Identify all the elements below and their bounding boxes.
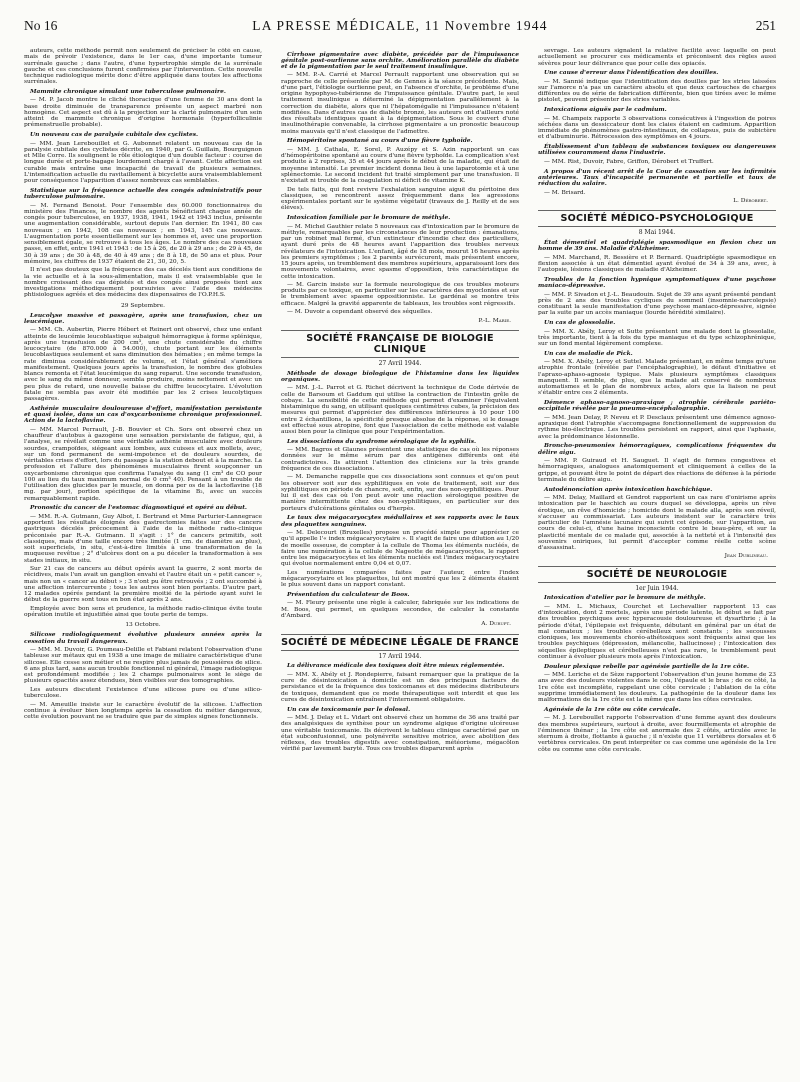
body-paragraph: — MM. P. Sivadon et J.-L. Beaudouin. Sujet de 39 ans ayant présenté pendant près de 2 ans des troubles cycliques du sommeil (insomnie-narcolepsie) constituant la seule manifestation d'une psychose maniaco-dépressive, signée par la suite par un accès maniaque (lourde hérédité similaire). (538, 291, 776, 317)
body-paragraph: — M. J. Lereboullet rapporte l'observation d'une femme ayant des douleurs des membres supérieurs, surtout à droite, avec fourmillements et atrophie de l'éminence thénar ; la 1re côte est anormale des 2 côtés, articulée avec le sternum à droite, flottante à gauche ; il n'existe que 11 vertèbres dorsales et 6 vertèbres cervicales. On peut interpréter ce cas comme une agénésie de la 1re côte ou comme une côte cervicale. (538, 715, 776, 753)
communication-title: Démence aphaso-agnoso-apraxique ; atrophie cérébrale pariéto-occipitale révélée par la pneumo-encéphalographie. (538, 399, 776, 413)
body-paragraph: Les numérations comparées faites par l'auteur, entre l'index mégacaryocytaire et les plaquettes, lui ont montré que les 2 éléments étaient le plus souvent dans un rapport constant. (281, 569, 519, 589)
body-paragraph: — M. Demanche rappelle que ces dissociations sont connues et qu'on peut les observer soit sur des syphilitiques en voie de traitement, soit sur des syphilitiques en période de chancre, soit, enfin, sur des non-syphilitiques. Pour lui il est des cas où l'on peut avoir une réaction sérologique positive de manière intermittente chez des non-syphilitiques, en particulier sur des porteurs d'ulcérations génitales ou d'herpès. (281, 474, 519, 512)
society-title: SOCIÉTÉ FRANÇAISE DE BIOLOGIE CLINIQUE (281, 330, 519, 358)
body-paragraph: — M. Brisard. (544, 189, 586, 196)
page-number-right: 251 (755, 18, 776, 33)
body-paragraph: — MM. X. Abély, Leroy et Suttel. Malade présentant, en même temps qu'une atrophie frontale (révélée par l'encéphalographie), le défaut d'initiative et l'apraxo-aphaso-agnosie typique. Mais plusieurs symptômes classiques manquent. Il semble, de plus, que la malade ait conservé de nombreux automatismes et le plan de nombreux actes, alors que la liaison ne peut s'établir entre ces 2 éléments. (538, 359, 776, 397)
society-section-header (538, 210, 776, 236)
communication-title: Un cas de maladie de Pick. (544, 349, 633, 357)
body-paragraph: auteurs, cette méthode permit non seulement de préciser le côté en cause, mais de prévoir l'existence, dans le 1er cas, d'une importante tumeur surrénale gauche ; dans l'autre, d'une hypertrophie simple de la surrénale gauche et ces conclusions furent confirmées par l'intervention. Cette nouvelle technique radiologique mérite donc d'être appliquée dans toutes les affections surrénales. (24, 48, 262, 86)
communication-title: Leucolyse massive et passagère, après une transfusion, chez un leucémique. (24, 311, 262, 325)
communication-title: Cirrhose pigmentaire avec diabète, précédée par de l'impuissance génitale post-ourlienne sans orchite. Amélioration parallèle du diabète et de la pigmentation par le seul traitement insulinique. (281, 50, 519, 70)
communication-title: Intoxication d'atelier par le bromure de méthyle. (544, 594, 706, 602)
body-paragraph: — MM. X. Abély et J. Rondepierre, faisant remarquer que la pratique de la cure de désintoxication à domicile est un des principaux facteurs de persistance et de la fréquence des toxicomanes et des médecins distributeurs de toxiques, demandent que ce mode thérapeutique soit interdit et que les cures de désintoxication entraînent l'internement obligatoire. (281, 671, 519, 703)
body-paragraph: Sur 21 cas de cancers au début opérés avant la guerre, 2 sont morts de récidives, mais l'un avait un ganglion envahi et l'autre était un « petit cancer », mais non un « cancer au début » ; 3 n'ont pu être retrouvés ; 2 ont succombé à une affection intercurrente ; tous les autres sont bien portants. D'autre part, 12 malades opérés pendant la première moitié de la période ayant suivi le début de la guerre sont tous en bon état après 2 ans. (24, 566, 262, 604)
communication-title: Hémopéritoine spontané au cours d'une fièvre typhoïde. (287, 137, 473, 145)
body-paragraph: — MM. Delay, Maillard et Gendrot rapportent un cas rare d'onirisme après intoxication par le haschich au cours duquel se développa, après un rêve érotique, un rêve d'homicide ; homicide dont le malade alla, après son réveil, s'accuser au commissariat. Les auteurs insistent sur le caractère très particulier de l'amnésie lacunaire qui suivit cet épisode, sur l'apparition, au cours de celui-ci, d'une haine inconsciente contre le beau-père, et sur la plasticité mentale de ce malade qui, associée à la netteté et à l'intensité des souvenirs oniriques, lui permit d'accepter comme réelle cette scène d'assassinat. (538, 495, 776, 551)
body-paragraph: Employée avec bon sens et prudence, la méthode radio-clinique évite toute opération inutile et injustifiée ainsi que toute perte de temps. (24, 605, 262, 618)
body-paragraph: — MM. R.-A. Gutmann, Guy Albot, I. Bertrand et Mme Parturier-Lannegrace apportent les résultats éloignés des gastrectomies faites sur des cancers gastriques décelés précocement à l'aide de la méthode radio-clinique préconisée par R.-A. Gutmann. Il s'agit : 1° de cancers primitifs, soit classiques, mais d'une taille encore très limitée (1 cm. de diamètre au plus), soit superficiels, in situ, c'est-à-dire limités à une transformation de la muqueuse revêtue ; 2° d'ulcères dont on a pu déceler la transformation à ses stades initiaux, in situ. (24, 513, 262, 564)
session-date: 27 Avril 1944. (378, 359, 422, 367)
body-paragraph: — MM. J.-L. Parrot et G. Richet décrivent la technique de Code dérivée de celle de Barsoum et Gaddum qui utilise la contraction de l'intestin grêle de cobaye. La sensibilité de cette méthode qui permet d'examiner l'équivalent histaminique du sang, en utilisant quelques centimètres cubes, la précision des mesures qui permet d'apprécier des différences inférieures à 10 pour 100 entre 2 échantillons, la spécificité presque absolue de la réponse, si le dosage est effectué sous atropine, font que l'association de cette méthode est valable aussi bien pour la clinique que pour l'expérimentation. (281, 385, 519, 435)
session-date: 17 Avril 1944. (378, 652, 422, 660)
communication-title: Troubles de la fonction hypnique symptomatiques d'une psychose maniaco-dépressive. (538, 275, 776, 290)
body-paragraph: — MM. L. Michaux, Courchet et Lechevallier rapportent 13 cas d'intoxication, dont 2 mortels, après une période latente, le début se fait par des troubles psychiques avec hyperacousie douloureuse et dysarthrie ; à la période d'état, l'épilepsie est fréquente, débutant en général par un état de mal comateux ; les troubles cérébelleux sont constants ; les secousses cloniques, les mouvements choréo-athétosiques sont fréquents ainsi que les troubles psychiques (dépression, mélancolie, hallucinose) ; l'intoxication des séquelles épileptiques et cérébelleuses n'est pas rare, le tremblement peut continuer à évoluer plusieurs mois après l'intoxication. (538, 603, 776, 660)
communication-title: Intoxication familiale par le bromure de méthyle. (287, 214, 451, 222)
communication-title: Présentation du calculateur de Boos. (287, 591, 410, 598)
author-signature: A. Durupt. (481, 621, 511, 628)
body-paragraph: — MM. P.-A. Carrié et Marcel Perrault rapportent une observation qui se rapproche de celle présentée par M. de Gennes à la séance précédente. Mais, d'une part, l'étiologie ourlienne peut, en l'absence d'orchite, le problème d'une origine hypophyso-tubérienne de l'impuissance génitale. D'autre part, le seul traitement insulinique a déterminé la dépigmentation parallèlement à la correction du diabète, alors que ni l'hépatomégalie ni l'impuissance n'étaient modifiées. Dans d'autres cas de diabète bronzé, les auteurs ont d'ailleurs noté des résultats identiques quant à la dépigmentation. Sous le couvert d'une insulinothérapie convenable, la cirrhose pigmentaire a un pronostic beaucoup moins mauvais qu'il n'est classique de l'admettre. (281, 72, 519, 135)
body-paragraph: — M. Sannié indique que l'identification des douilles par les stries laissées sur l'amorce n'a pas un caractère absolu et que deux cartouches de charges différentes ou de série de fabrication différente, bien que tirées avec le même pistolet, peuvent présenter des stries variables. (538, 78, 776, 104)
body-paragraph: — MM. Leriche et de Sèze rapportent l'observation d'un jeune homme de 23 ans avec des douleurs violentes dans le cou, l'épaule et le bras ; de ce côté, la 1re côte est incomplète, rappelant une côte cervicale ; l'ablation de la côte supprime immédiatement les douleurs. La pathogénie de la douleur dans les malformations de la 1re côte est la même que dans les côtes cervicales. (538, 672, 776, 704)
body-paragraph: — M. P. Jacob montre le cliché thoracique d'une femme de 30 ans dont la base droite diminuée de transparence présente un aspect marbré non homogène. Cet aspect est dû à la projection sur la clarté pulmonaire d'un sein atteint de mammite chronique d'origine hormonale (hyperfolliculinie prémenstruelle probable). (24, 97, 262, 129)
body-paragraph: — M. Ameuille insiste sur le caractère évolutif de la silicose. L'affection continue à évoluer bien longtemps après la cessation du métier dangereux, cette évolution pouvant ne se traduire que par de simples signes fonctionnels. (24, 701, 262, 720)
communication-title: La délivrance médicale des toxiques doit être mieux réglementée. (287, 662, 505, 670)
communication-title: Asthénie musculaire douloureuse d'effort, manifestation persistante et quasi isolée, dans un cas d'oxycarbonisme chronique professionnel. Action de la lactoflavine. (24, 404, 262, 425)
communication-title: Un nouveau cas de paralysie cubitale des cyclistes. (30, 131, 199, 139)
body-paragraph: sevrage. Les auteurs signalent la relative facilité avec laquelle on peut actuellement se procurer ces médicaments et préconisent des règles aussi sévères pour leur délivrance que pour celle des opiacés. (538, 48, 776, 67)
communication-title: Silicose radiologiquement évolutive plusieurs années après la cessation du travail dangereux. (24, 631, 262, 645)
body-paragraph: — MM. X. Abély, Leroy et Sutte présentent une malade dont la glossolalie, très importante, tient à la fois du type maniaque et du type schizophrénique, sur un fond mental légèrement complexe. (538, 328, 776, 347)
society-section-header (538, 566, 776, 592)
session-date: 13 Octobre. (125, 622, 161, 629)
body-paragraph: — MM. Rist, Duvoir, Fabre, Griffon, Dérobert et Truffert. (544, 158, 714, 165)
article-columns (24, 48, 776, 1074)
communication-title: État démentiel et quadriplégie spasmodique en flexion chez un homme de 39 ans. Maladie d'Alzheimer. (538, 238, 776, 253)
body-paragraph: — MM. Marcel Perrault, J.-B. Bouvier et Ch. Sors ont observé chez un chauffeur d'autobus à gazogène une sensation persistante de fatigue, qui, à l'analyse, se révélait comme une véritable asthénie musculaire avec douleurs sourdes, crampoïdes, siégeant aux lombes, aux cuisses et aux mollets, avec, sur un fond permanent de semi-impotence et de douleurs sourdes, de véritables crises d'effort, lors du passage à la station debout et à la marche. La profession et l'allure des phénomènes musculaires firent soupçonner un oxycarbonisme chronique que confirma l'analyse du sang (1 cm³ de CO pour 100 au lieu du taux maximum normal de 0 cm³ 40). Pensant à un trouble de l'utilisation des glucides par le muscle, on donna per os de la lactoflavine (18 mg. par jour), portion spécifique de la vitamine B₂, avec un succès remarquablement rapide. (24, 426, 262, 502)
body-paragraph: Il n'est pas douteux que la fréquence des cas décelés tient aux conditions de la vie actuelle et à la sous-alimentation, mais il est vraisemblable que le nombre croissant des cas dépistés et des congés ainsi proposés tient aux investigations méthodiquement poursuivies avec l'aide des médecins phtisiologues agréés et des médecins des dispensaires de l'O.P.H.S. (24, 267, 262, 299)
body-paragraph: — M. Garcin insiste sur la formule neurologique de ces troubles moteurs produits par ce toxique, en particulier sur les caractères des myoclonies et sur le tremblement avec spasme oppositionniste. Le gardénal se montre très efficace. Malgré la gravité apparente de tableaux, les troubles sont régressifs. (281, 281, 519, 307)
journal-title: LA PRESSE MÉDICALE, 11 Novembre 1944 (252, 18, 548, 33)
body-paragraph: — MM. Marchand, R. Bessière et P. Bernard. Quadriplégie spasmodique en flexion associée à un état démentiel ayant évolué de 34 à 39 ans, avec, à l'autopsie, lésions classiques de maladie d'Alzheimer. (538, 254, 776, 274)
communication-title: Un cas de glossolalie. (544, 319, 616, 327)
author-signature: L. Dérobert. (733, 197, 768, 204)
society-title: SOCIÉTÉ MÉDICO-PSYCHOLOGIQUE (538, 210, 776, 227)
society-section-header (281, 330, 519, 367)
body-paragraph: — MM. Bagros et Glaunes présentent une statistique de cas où les réponses données sur le même sérum par des antigènes différents ont été contradictoires. Ils attirent l'attention des cliniciens sur la très grande fréquence de ces dissociations. (281, 447, 519, 472)
communication-title: Autodénonciation après intoxication haschichique. (544, 485, 713, 493)
body-paragraph: — M. Delecourt (Bruxelles) propose un procédé simple pour apprécier ce qu'il appelle l'« index mégacaryocytaire ». Il s'agit de faire une dilution au 1/20 de moelle osseuse, de compter à la cellule de Thoma les éléments nucléés, de faire une numération à la cellule de Nageotte de mégacaryocytes, le rapport entre les mégacaryocytes et les éléments nucléés est l'index mégacaryocytaire qui évolue normalement entre 0,04 et 0,07. (281, 530, 519, 568)
communication-title: Mammite chronique simulant une tuberculose pulmonaire. (30, 88, 226, 95)
communication-title: A propos d'un récent arrêt de la Cour de cassation sur les infirmités antérieures. Taux d'incapacité permanente et partielle et taux de réduction du salaire. (538, 167, 776, 188)
author-signature: P.-L. Marie. (478, 317, 511, 324)
body-paragraph: — M. Duvoir a cependant observé des séquelles. (287, 309, 433, 316)
column-left (24, 48, 262, 1074)
column-right (538, 48, 776, 1074)
body-paragraph: — M. Fleury présente une règle à calculer, fabriquée sur les indications de M. Boos, qui permet, en quelques secondes, de calculer la constante d'Ambard. (281, 600, 519, 619)
session-date: 8 Mai 1944. (638, 229, 676, 237)
communication-title: Le taux des mégacaryocytes médullaires et ses rapports avec le taux des plaquettes sanguines. (281, 514, 519, 528)
communication-title: Broncho-pneumonies hémorragiques, complications fréquentes du délire aigu. (538, 442, 776, 456)
body-paragraph: — M. Fernand Benoist. Pour l'ensemble des 60.000 fonctionnaires du ministère des Finances, le nombre des agents bénéficiant chaque année de congés pour tuberculose, en 1937, 1938, 1941, 1942 et 1943 inclus, présente une augmentation considérable, surtout depuis l'an dernier. En 1941, 80 cas nouveaux ; en 1942, 108 cas nouveaux ; en 1943, 145 cas nouveaux. L'augmentation porte essentiellement sur les hommes et, avec une proportion sensiblement égale, se retrouve à tous les âges. Le nombre des cas nouveaux passe, en effet, entre 1941 et 1943 : de 15 à 26, de 20 à 29 ans ; de 29 à 45, de 30 à 39 ans ; de 30 à 48, de 40 à 49 ans ; de 8 à 18, de 50 ans et plus. Pour mémoire, les chiffres de 1937 étaient de 21, 30, 20, 5. (24, 202, 262, 265)
body-paragraph: Les auteurs discutent l'existence d'une silicose pure ou d'une silico-tuberculose. (24, 686, 262, 700)
page-number-left: No 16 (24, 18, 58, 33)
body-paragraph: — MM. Ch. Aubertin, Pierre Hébert et Reinert ont observé, chez une enfant atteinte de leucémie leucoblastique subaiguë hémorragique à forme splénique, après une transfusion de 200 cm³, une chute considérable du chiffre leucocytaire (de 870.000 à 54.000), chute portant sur les éléments leucoblastiques seulement et sans diminution des hématies ; en même temps la rate diminua considérablement de volume, et l'état général s'améliora manifestement. Quelques jours après la transfusion, le nombre des globules blancs remonta et l'état leucémique du sang reparut. Une seconde transfusion, avec le sang du même donneur, sembla produire, moins nettement et avec un peu plus de retard, une nouvelle baisse du chiffre leucocytaire. L'évolution fatale ne sembla pas avoir été modifiée par les 2 crises leucolytiques passagères. (24, 327, 262, 403)
author-signature: Jean Dublineau. (724, 553, 768, 560)
body-paragraph: — M. Champeix rapporte 3 observations consécutives à l'ingestion de poires séchées dans un dessiccateur dont les claies étaient en cadmium. Apparition immédiate de phénomènes gastro-intestinaux, de collapsus, puis de subictère et d'albuminurie. Rétrocession des symptômes en 4 jours. (538, 115, 776, 141)
column-middle (281, 48, 519, 1074)
body-paragraph: — MM. J. Cathala, E. Sorel, P. Auzépy et S. Azin rapportent un cas d'hémopéritoine spontané au cours d'une fièvre typhoïde. La complication s'est produite à 2 reprises, 35 et 44 jours après le début de la maladie, qui était de moyenne intensité. Le premier incident donna lieu à une laparotomie et à une splénectomie. Le second incident fut traité simplement par une transfusion. Il n'existait ni trouble de la coagulation ni déficit de vitamine K. (281, 146, 519, 185)
body-paragraph: De tels faits, qui font revivre l'exhalation sanguine aiguë du péritoine des classiques, se rencontrent assez fréquemment dans les agressions expérimentales portant sur le système végétatif (travaux de J. Reilly et de ses élèves). (281, 186, 519, 212)
body-paragraph: — MM. P. Guiraud et H. Sauguet. Il s'agit de formes congestives et hémorragiques, analogues anatomiquement et cliniquement à celles de la grippe, et pouvant être le point de départ des réactions de défense à la période terminale du délire aigu. (538, 458, 776, 483)
body-paragraph: — MM. Jean Lerebouillet et G. Aubonnet relatent un nouveau cas de la paralysie cubitale des cyclistes décrite, en 1940, par G. Guillain, Bourguignon et Mlle Corre. Ils soulignent le rôle étiologique d'un double facteur : course de longue durée et porte-bagage lourdement chargé à l'avant. Cette affection est curable mais entraîne une incapacité de travail de plusieurs semaines. L'intensification actuelle du ravitaillement à bicyclette aura vraisemblablement pour conséquence l'apparition d'assez nombreux cas semblables. (24, 140, 262, 185)
communication-title: Les dissociations du syndrome sérologique de la syphilis. (287, 437, 477, 445)
communication-title: Pronostic du cancer de l'estomac diagnostiqué et opéré au début. (30, 504, 247, 512)
communication-title: Intoxications aiguës par le cadmium. (544, 106, 667, 114)
communication-title: Établissement d'un tableau de substances toxiques ou dangereuses utilisées couramment dans l'industrie. (538, 143, 776, 157)
society-title: SOCIÉTÉ DE MÉDECINE LÉGALE DE FRANCE (281, 634, 519, 651)
body-paragraph: — M. Michel Gauthier relate 5 nouveaux cas d'intoxication par le bromure de méthyle, remarquables par les circonstances de leur production : émanations, par un robinet mal fermé, d'un extincteur d'incendie chez des particuliers, ayant duré près de 48 heures avant l'apparition des troubles nerveux révélateurs de l'intoxication. L'enfant, âgé de 18 mois, mourut 16 heures après les premiers symptômes ; les 2 parents survécurent, mais présentent encore, 15 jours après, un tremblement des membres supérieurs, apparaissant lors des mouvements volontaires, avec spasme d'opposition, très caractéristique de cette intoxication. (281, 223, 519, 280)
communication-title: Un cas de toxicomanie par le dolosal. (287, 705, 411, 713)
communication-title: Statistique sur la fréquence actuelle des congés administratifs pour tuberculose pulmonaire. (24, 186, 262, 201)
body-paragraph: — MM. J. Delay et L. Vidart ont observé chez un homme de 36 ans traité par des analgésiques de synthèse pour un syndrome algique d'origine ulcéreuse une véritable toxicomanie. Ils décrivent le tableau clinique caractérisé par un état subconfusionnel, une polynévrite sensitive motrice, avec abolition des réflexes, des troubles digestifs avec constipation, météorisme, mégacôlon vérifié par lavement baryté. Tous ces troubles disparurent après (281, 715, 519, 753)
communication-title: Douleur plexique rebelle par agénésie partielle de la 1re côte. (544, 662, 750, 670)
communication-title: Méthode de dosage biologique de l'histamine dans les liquides organiques. (281, 369, 519, 383)
session-date: 1er Juin 1944. (635, 584, 679, 592)
session-date: 29 Septembre. (120, 302, 166, 309)
page-header (24, 18, 776, 40)
body-paragraph: — MM. Jean Delay, P. Neveu et P. Desclaux présentent une démence agnoso-apraxique dont l'atrophie s'accompagne fonctionnellement de suppression du rythme bio-électrique. Les troubles persistent en rapport, ainsi que l'aphasie, avec la prédominance lésionnelle. (538, 414, 776, 440)
communication-title: Agénésie de la 1re côte ou côte cervicale. (544, 705, 681, 713)
body-paragraph: — MM. M. Duvoir, G. Poumeau-Delille et Fabiani relatent l'observation d'une tableuse sur métaux qui en 1938 a une image de miliaire caractéristique d'une silicose. Elle cesse son métier et ne respire plus jamais de poussières de silice. 6 ans plus tard, sans aucun trouble fonctionnel ni général, l'image radiologique est profondément modifiée ; les 2 champs pulmonaires sont le siège de plusieurs opacités assez étendues, bien visibles sur des tomographies. (24, 647, 262, 685)
society-section-header (281, 634, 519, 660)
society-title: SOCIÉTÉ DE NEUROLOGIE (538, 566, 776, 583)
communication-title: Une cause d'erreur dans l'identification des douilles. (544, 69, 719, 77)
